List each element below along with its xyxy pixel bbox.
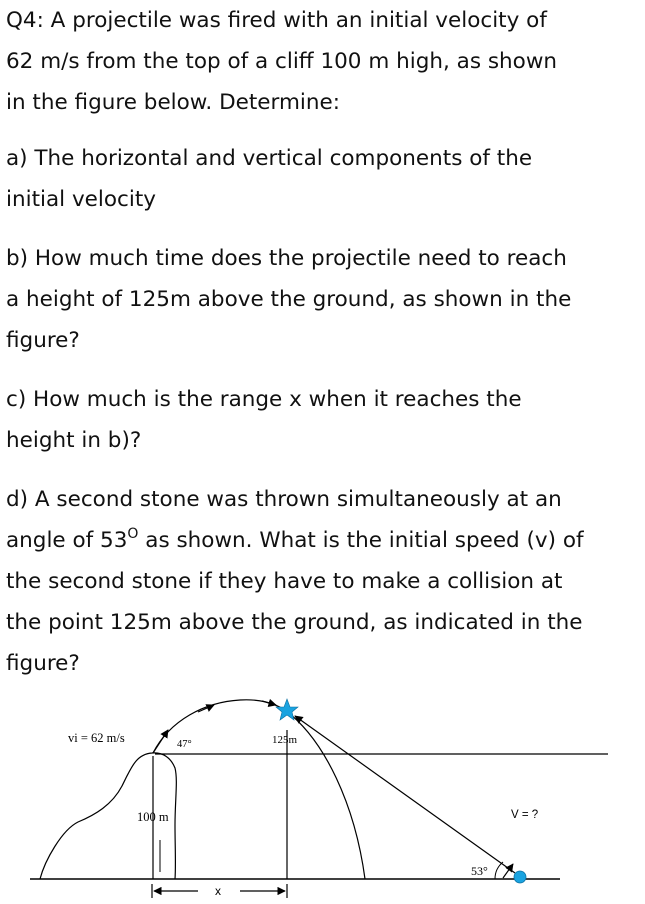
height-125-label: 125m <box>272 734 298 746</box>
part-d-line-2-pre: angle of 53 <box>6 528 128 553</box>
question-text <box>6 0 642 684</box>
part-d-line-4: the point 125m above the ground, as indicated in the <box>6 610 583 635</box>
angle-53-arc <box>495 862 503 879</box>
trajectory-arrow-2 <box>262 701 276 705</box>
part-b-line-2: a height of 125m above the ground, as shown in the <box>6 287 572 312</box>
intro-line-1: Q4: A projectile was fired with an initial velocity of <box>6 8 547 33</box>
part-a <box>6 138 642 220</box>
unknown-speed-label: V = ? <box>511 809 539 821</box>
angle-53-label: 53° <box>471 864 488 878</box>
question-intro <box>6 0 642 123</box>
collision-star-icon <box>276 699 298 720</box>
part-d-line-1: d) A second stone was thrown simultaneously at an <box>6 487 562 512</box>
part-d <box>6 479 642 684</box>
intro-line-3: in the figure below. Determine: <box>6 90 340 115</box>
part-d-line-5: figure? <box>6 651 80 676</box>
angle-47-label: 47° <box>177 739 192 750</box>
part-b-line-1: b) How much time does the projectile need to reach <box>6 246 567 271</box>
part-b <box>6 238 642 361</box>
vi-label: vi = 62 m/s <box>68 731 125 745</box>
part-d-line-2-post: as shown. What is the initial speed (v) of <box>138 528 584 553</box>
intro-line-2: 62 m/s from the top of a cliff 100 m high, as shown <box>6 49 558 74</box>
trajectory-up <box>153 700 240 753</box>
degree-superscript: O <box>127 526 139 542</box>
second-stone-icon <box>514 871 526 883</box>
part-c <box>6 379 642 461</box>
part-c-line-2: height in b)? <box>6 428 142 453</box>
projectile-figure <box>0 690 645 904</box>
part-d-line-3: the second stone if they have to make a collision at <box>6 569 563 594</box>
part-b-line-3: figure? <box>6 328 80 353</box>
second-stone-path <box>295 716 515 873</box>
part-a-line-2: initial velocity <box>6 187 156 212</box>
part-d-line-2 <box>6 528 584 553</box>
part-a-line-1: a) The horizontal and vertical components of the <box>6 146 533 171</box>
range-x-label: x <box>215 884 221 898</box>
part-c-line-1: c) How much is the range x when it reaches the <box>6 387 522 412</box>
trajectory-arrow-1 <box>198 705 214 712</box>
cliff-height-label: 100 m <box>137 810 169 824</box>
